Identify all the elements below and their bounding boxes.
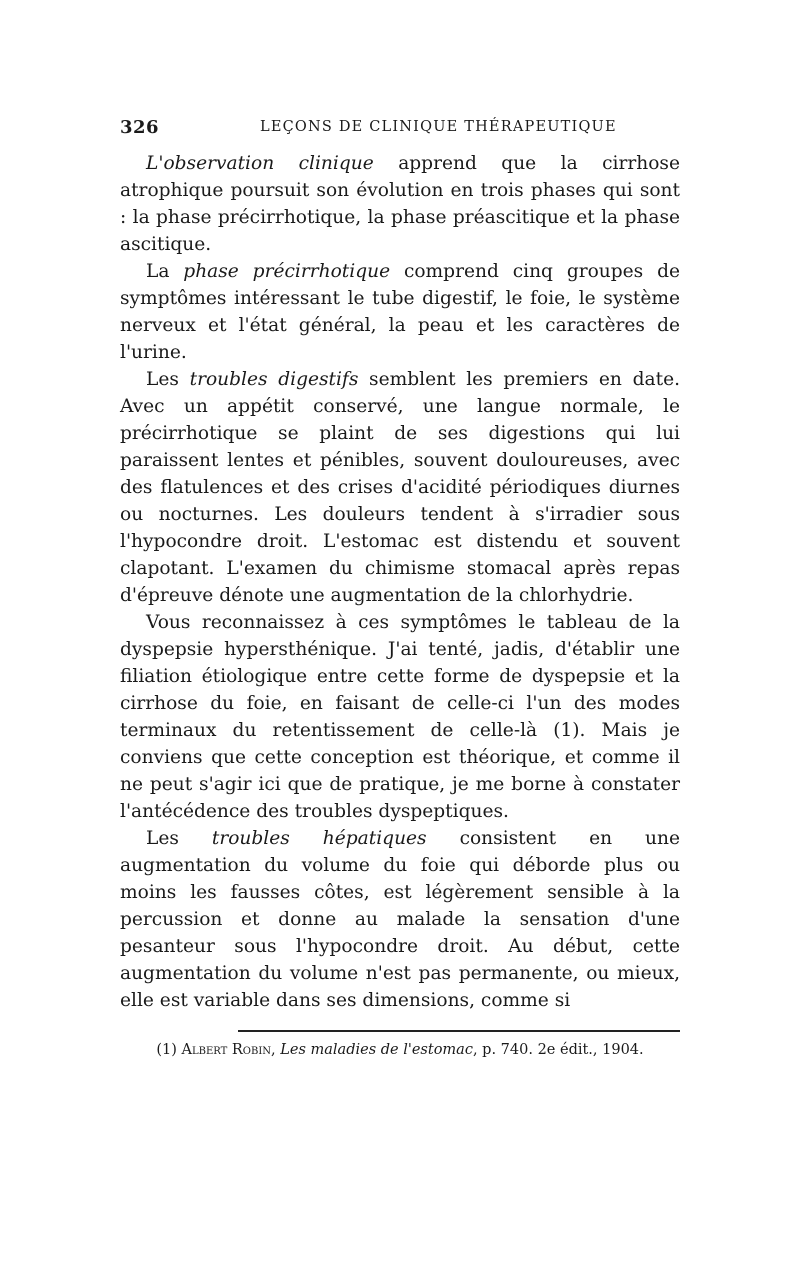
paragraph-2-prefix: La — [146, 261, 184, 282]
paragraph-5-text: consistent en une augmentation du volume du foie qui déborde plus ou moins les fausses côtes, est légèrement sensible à la percussion et donne au malade la sensation d'une pesanteur sous l'hypocondre droit. Au début, cette augmentation du volume n'est pas permanente, ou mieux, elle est variable dans ses dimensions, comme si — [120, 828, 680, 1011]
running-header — [120, 117, 680, 141]
paragraph-4 — [120, 609, 680, 825]
paragraph-1-lead: L'observation clinique — [146, 153, 374, 174]
paragraph-5 — [120, 825, 680, 1014]
paragraph-5-lead: troubles hépatiques — [211, 828, 427, 849]
paragraph-1-text: apprend que la cirrhose atrophique poursuit son évolution en trois phases qui sont : la phase précirrhotique, la phase préascitique et la phase ascitique. — [120, 153, 680, 255]
paragraph-2 — [120, 258, 680, 366]
paragraph-3-text: semblent les premiers en date. Avec un appétit conservé, une langue normale, le précirrhotique se plaint de ses digestions qui lui paraissent lentes et pénibles, souvent douloureuses, avec des flatulences et des crises d'acidité périodiques diurnes ou nocturnes. Les douleurs tendent à s'irradier sous l'hypocondre droit. L'estomac est distendu et souvent clapotant. L'examen du chimisme stomacal après repas d'épreuve dénote une augmentation de la chlorhydrie. — [120, 369, 680, 606]
paragraph-3-lead: troubles digestifs — [189, 369, 359, 390]
footnote: (1) Albert Robin, Les maladies de l'estomac, p. 740. 2e édit., 1904. — [156, 1042, 644, 1058]
paragraph-1 — [120, 150, 680, 258]
paragraph-2-text: comprend cinq groupes de symptômes intéressant le tube digestif, le foie, le système nerveux et l'état général, la peau et les caractères de l'urine. — [120, 261, 680, 363]
footnote-divider — [238, 1030, 680, 1032]
paragraph-2-lead: phase précirrhotique — [183, 261, 391, 282]
running-title: LEÇONS DE CLINIQUE THÉRAPEUTIQUE — [260, 119, 617, 135]
footnote-marker: (1) — [156, 1042, 177, 1058]
paragraph-3 — [120, 366, 680, 609]
footnote-details: , p. 740. 2e édit., 1904. — [472, 1042, 644, 1058]
body-text — [120, 150, 680, 1014]
footnote-author: Albert Robin — [181, 1042, 272, 1058]
page-number: 326 — [120, 117, 160, 138]
paragraph-5-prefix: Les — [146, 828, 212, 849]
footnote-title: Les maladies de l'estomac — [280, 1042, 473, 1058]
paragraph-3-prefix: Les — [146, 369, 190, 390]
paragraph-4-text: Vous reconnaissez à ces symptômes le tableau de la dyspepsie hypersthénique. J'ai tenté, jadis, d'établir une filiation étiologique entre cette forme de dyspepsie et la cirrhose du foie, en faisant de celle-ci l'un des modes terminaux du retentissement de celle-là (1). Mais je conviens que cette conception est théorique, et comme il ne peut s'agir ici que de pratique, je me borne à constater l'antécédence des troubles dyspeptiques. — [120, 612, 680, 822]
